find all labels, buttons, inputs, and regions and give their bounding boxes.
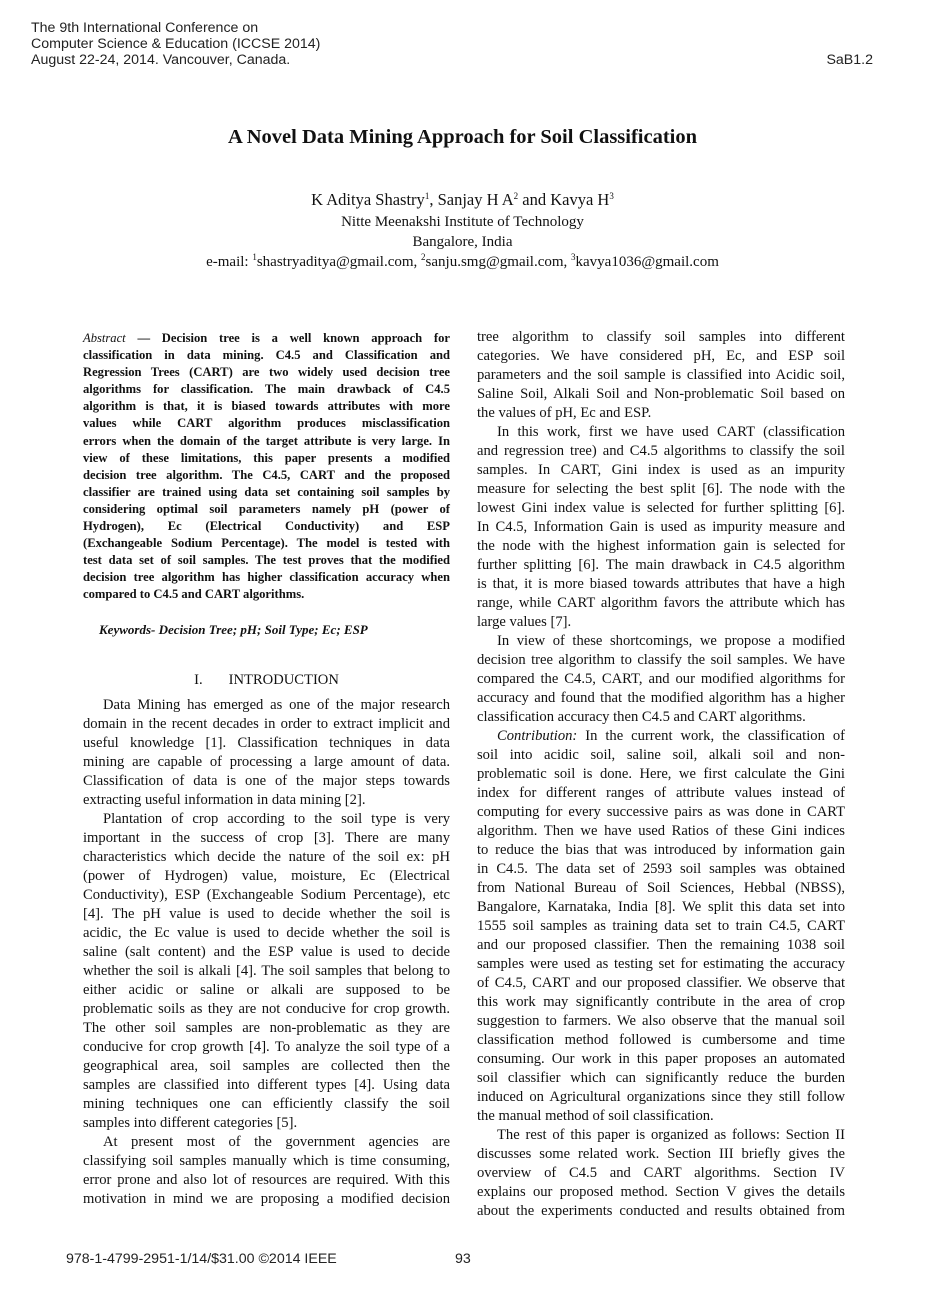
text-line: from National Bureau of Soil Sciences, Hebbal (NBSS), <box>477 880 845 896</box>
author-sup: 3 <box>609 191 614 201</box>
text-line: explains our proposed method. Section V gives the details <box>477 1184 845 1200</box>
abstract-line: considering optimal soil parameters namely pH (power of <box>83 501 450 516</box>
text-line: samples. In CART, Gini index is used as an impurity <box>477 462 845 478</box>
text-line: Classification of data is one of the major steps towards <box>83 773 450 789</box>
text-line: lowest Gini index value is selected for further splitting [6]. <box>477 500 845 516</box>
conference-line: August 22-24, 2014. Vancouver, Canada. <box>31 52 291 68</box>
paragraph <box>477 632 845 727</box>
text-line: further splitting [6]. The main drawback in C4.5 algorithm <box>477 557 845 573</box>
abstract-line: test data set of soil samples. The test proves that the modified <box>83 553 450 568</box>
email-sup: 1 <box>252 252 257 262</box>
text-line: (power of Hydrogen) value, moisture, Ec (Electrical <box>83 868 450 884</box>
text-line: measure for selecting the best split [6]. The node with the <box>477 481 845 497</box>
copyright-notice: 978-1-4799-2951-1/14/$31.00 ©2014 IEEE <box>66 1251 337 1267</box>
text-line: index for different ranges of attribute values instead of <box>477 785 845 801</box>
text-line: the node with the highest information gain is selected for <box>477 538 845 554</box>
text-line: Bangalore, Karnataka, India [8]. We split this data set into <box>477 899 845 915</box>
page-number: 93 <box>455 1251 471 1267</box>
text-line: either acidic or saline or alkali are supposed to be <box>83 982 450 998</box>
paragraph <box>83 810 450 1133</box>
author-names <box>0 190 925 210</box>
text-line: problematic soil is done. Here, we first calculate the Gini <box>477 766 845 782</box>
text-line: [4]. The pH value is used to decide whether the soil is <box>83 906 450 922</box>
abstract-line: classification in data mining. C4.5 and Classification and <box>83 348 450 363</box>
text-line: computing for every successive pairs as was done in CART <box>477 804 845 820</box>
text-line: Conductivity), ESP (Exchangeable Sodium Percentage), etc <box>83 887 450 903</box>
text-line: in C4.5. The data set of 2593 soil samples was obtained <box>477 861 845 877</box>
email-sup: 2 <box>421 252 426 262</box>
text-line: induced on Agricultural organizations since they still follow <box>477 1089 845 1105</box>
abstract-line: view of these limitations, this paper presents a modified <box>83 450 450 465</box>
text-line: The other soil samples are non-problematic as they are <box>83 1020 450 1036</box>
section-heading <box>83 671 450 690</box>
text-line: compared the C4.5, CART, and our modified algorithms for <box>477 671 845 687</box>
text-line: algorithm. Then we have used Ratios of these Gini indices <box>477 823 845 839</box>
text-line: categories. We have considered pH, Ec, and ESP soil <box>477 348 845 364</box>
text-line: parameters and the soil sample is classified into Acidic soil, <box>477 367 845 383</box>
text-line: and regression tree) and C4.5 algorithms to classify the soil <box>477 443 845 459</box>
text-line: suggestion to farmers. We also observe that the manual soil <box>477 1013 845 1029</box>
author-block <box>0 190 925 272</box>
text-line: samples were used as testing set for estimating the accuracy <box>477 956 845 972</box>
text-line: classification method followed is cumbersome and time <box>477 1032 845 1048</box>
paper-title: A Novel Data Mining Approach for Soil Classification <box>227 126 698 148</box>
abstract-line: compared to C4.5 and CART algorithms. <box>83 587 305 602</box>
text-line: discusses some related work. Section III briefly gives the <box>477 1146 845 1162</box>
abstract-line: algorithm is that, it is biased towards attributes with more <box>83 399 450 414</box>
right-column <box>477 328 845 1221</box>
text-line: the manual method of soil classification. <box>477 1108 714 1124</box>
abstract-line: algorithms for classification. The main drawback of C4.5 <box>83 382 450 397</box>
text-line: accuracy and found that the modified algorithm has a higher <box>477 690 845 706</box>
email-sup: 3 <box>571 252 576 262</box>
paragraph <box>477 1126 845 1221</box>
text-line: 1555 soil samples as training data set to train C4.5, CART <box>477 918 845 934</box>
author-name: K Aditya Shastry <box>311 190 425 209</box>
abstract-line: Hydrogen), Ec (Electrical Conductivity) and ESP <box>83 519 450 534</box>
text-line: geographical area, soil samples are collected then the <box>83 1058 450 1074</box>
text-line: classification accuracy then C4.5 and CART algorithms. <box>477 709 806 725</box>
text-line: The rest of this paper is organized as follows: Section II <box>497 1127 845 1143</box>
abstract-line: Regression Trees (CART) are two widely used decision tree <box>83 365 450 380</box>
text-line: the values of pH, Ec and ESP. <box>477 405 652 421</box>
text-line: of C4.5, CART and our proposed classifier. We observe that <box>477 975 845 991</box>
text-line: large values [7]. <box>477 614 572 630</box>
text-line: Saline Soil, Alkali Soil and Non-problematic Soil based on <box>477 386 845 402</box>
text-line: domain in the recent decades in order to extract implicit and <box>83 716 450 732</box>
text-line: overview of C4.5 and CART algorithms. Section IV <box>477 1165 845 1181</box>
text-line: extracting useful information in data mining [2]. <box>83 792 366 808</box>
text-line: range, while CART algorithm favors the attribute which has <box>477 595 845 611</box>
text-line: mining techniques one can efficiently classify the soil <box>83 1096 450 1112</box>
text-line: Plantation of crop according to the soil type is very <box>103 811 450 827</box>
section-number: I. <box>194 672 203 688</box>
location: Bangalore, India <box>412 234 513 250</box>
email-link[interactable]: sanju.smg@gmail.com <box>425 254 564 270</box>
abstract-text: — Decision tree is a well known approach for <box>125 331 450 345</box>
author-separator: and <box>518 190 551 209</box>
affiliation: Nitte Meenakshi Institute of Technology <box>341 214 584 230</box>
abstract <box>83 330 450 604</box>
email-label: e-mail: <box>206 254 253 270</box>
contribution-label: Contribution: <box>497 728 578 744</box>
text-line: classifying soil samples manually which is time consuming, <box>83 1153 450 1169</box>
text-line: important in the success of crop [3]. There are many <box>83 830 450 846</box>
text-line: about the experiments conducted and results obtained from <box>477 1203 845 1219</box>
abstract-line: classifier are trained using data set containing soil samples by <box>83 484 450 499</box>
text-line: problematic soils as they are not conducive for crop growth. <box>83 1001 450 1017</box>
text-line: soil into acidic soil, saline soil, alkali soil and non- <box>477 747 845 763</box>
conference-line: Computer Science & Education (ICCSE 2014) <box>31 36 321 52</box>
paragraph <box>477 328 845 423</box>
text-line: whether the soil is alkali [4]. The soil samples that belong to <box>83 963 450 979</box>
text-line: and our proposed classifier. Then the remaining 1038 soil <box>477 937 845 953</box>
text-line: In this work, first we have used CART (classification <box>497 424 845 440</box>
session-code: SaB1.2 <box>826 52 873 68</box>
abstract-label: Abstract <box>83 331 126 345</box>
text-line: mining are capable of processing a large amount of data. <box>83 754 450 770</box>
text-line: In C4.5, Information Gain is used as impurity measure and <box>477 519 845 535</box>
text-line: decision tree algorithm to classify the soil samples. We have <box>477 652 845 668</box>
text-line: acidic, the Ec value is used to decide whether the soil is <box>83 925 450 941</box>
paragraph <box>83 1133 450 1209</box>
author-sup: 2 <box>513 191 519 201</box>
text-line: to reduce the bias that was introduced by information gain <box>477 842 845 858</box>
text-line: saline (salt content) and the ESP value is used to decide <box>83 944 450 960</box>
conference-header <box>31 20 320 68</box>
abstract-line <box>83 330 450 347</box>
text-line: useful knowledge [1]. Classification techniques in data <box>83 735 450 751</box>
text-line: consuming. Our work in this paper proposes an automated <box>477 1051 845 1067</box>
author-separator: , <box>429 190 438 209</box>
text-line: this work may significantly contribute in the area of crop <box>477 994 845 1010</box>
abstract-line: (Exchangeable Sodium Percentage). The model is tested with <box>83 536 450 551</box>
text-line: characteristics which decide the nature of the soil ex: pH <box>83 849 450 865</box>
text-line: In view of these shortcomings, we propose a modified <box>497 633 845 649</box>
author-name: Sanjay H A <box>437 190 514 209</box>
email-link[interactable]: kavya1036@gmail.com <box>575 254 719 270</box>
introduction-section <box>83 671 450 1209</box>
text-line: motivation in mind we are proposing a modified decision <box>83 1191 450 1207</box>
text-line: tree algorithm to classify soil samples into different <box>477 329 845 345</box>
conference-line: The 9th International Conference on <box>31 20 259 36</box>
abstract-line: decision tree algorithm. The C4.5, CART and the proposed <box>83 467 450 482</box>
author-sup: 1 <box>424 191 430 201</box>
contribution-paragraph <box>477 727 845 1126</box>
keywords-block <box>83 622 450 638</box>
keywords: Keywords- Decision Tree; pH; Soil Type; Ec; ESP <box>99 622 368 637</box>
text-line: Data Mining has emerged as one of the major research <box>103 697 450 713</box>
abstract-line: errors when the domain of the target attribute is very large. In <box>83 433 450 448</box>
section-title: INTRODUCTION <box>228 672 339 688</box>
email-line: e-mail: $^1$shastryaditya@gmail.com, $^2$sanju.smg@gmail.com, $^3$kavya1036@gmail.com <box>206 252 719 270</box>
paragraph <box>477 423 845 632</box>
text-line: At present most of the government agencies are <box>103 1134 450 1150</box>
abstract-line: decision tree algorithm has higher classification accuracy when <box>83 570 450 585</box>
paragraph <box>83 696 450 810</box>
author-name: Kavya H <box>550 190 610 209</box>
abstract-line: values while CART algorithm produces misclassification <box>83 416 450 431</box>
text-line: soil classifier which can significantly reduce the burden <box>477 1070 845 1086</box>
text-line: samples into different categories [5]. <box>83 1115 298 1131</box>
text: In the current work, the classification of <box>577 728 845 744</box>
email-link[interactable]: shastryaditya@gmail.com <box>256 254 414 270</box>
text-line: conducive for crop growth [4]. To analyze the soil type of a <box>83 1039 450 1055</box>
text-line: is that, it is more biased towards attributes that have a high <box>477 576 845 592</box>
text-line <box>477 727 845 746</box>
text-line: error prone and also lot of resources are required. With this <box>83 1172 450 1188</box>
text-line: samples are classified into different types [4]. Using data <box>83 1077 450 1093</box>
